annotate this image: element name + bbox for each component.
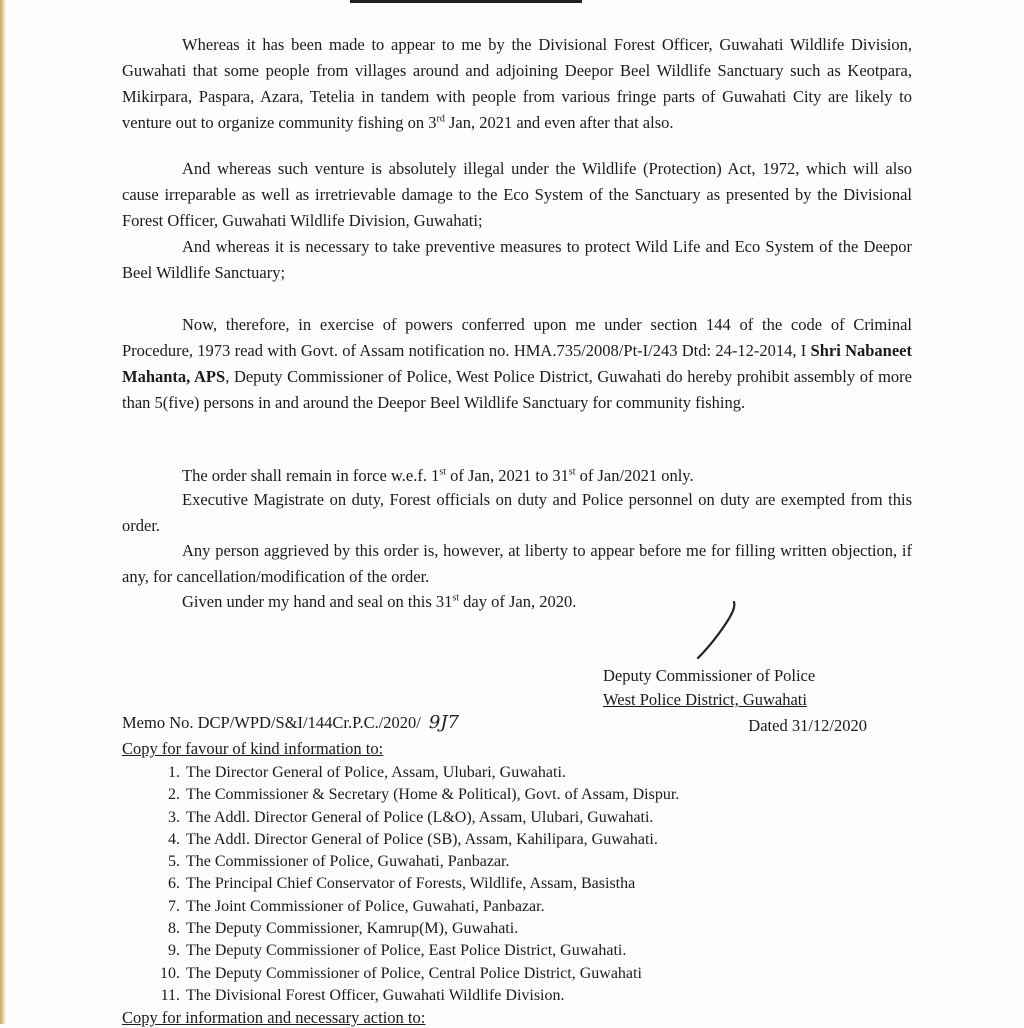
distribution-item — [140, 851, 679, 873]
signatory-office: West Police District, Guwahati — [603, 690, 807, 709]
distribution-item-text: The Principal Chief Conservator of Forests, Wildlife, Assam, Basistha — [186, 875, 636, 893]
paragraph-objection: Any person aggrieved by this order is, however, at liberty to appear before me for filling written objection, if any, for cancellation/modification of the order. — [122, 541, 912, 586]
distribution-item-text: The Director General of Police, Assam, Ulubari, Guwahati. — [186, 764, 566, 781]
distribution-item — [140, 896, 679, 918]
distribution-item-text: The Deputy Commissioner of Police, Central Police District, Guwahati — [186, 964, 642, 982]
distribution-item-number: 7. — [168, 897, 180, 915]
officer-name: Shri Nabaneet Mahanta, APS — [122, 341, 913, 386]
distribution-item — [140, 963, 679, 985]
paragraph-whereas-3: And whereas it is necessary to take preventive measures to protect Wild Life and Eco System of the Deepor Beel Wildlife Sanctuary; — [122, 237, 912, 282]
paragraph-in-force: The order shall remain in force w.e.f. 1st of Jan, 2021 to 31st of Jan/2021 only. — [182, 466, 694, 485]
paragraph-whereas-1: Whereas it has been made to appear to me by the Divisional Forest Officer, Guwahati Wildlife Division, Guwahati that some people from villages around and adjoining Deepor Beel Wildlife Sanctuary such as Keotpara, Mikirpara, Paspara, Azara, Tetelia in tandem with people from various fringe parts of Guwahati City are likely to venture out to organize community fishing on 3rd Jan, 2021 and even after that also. — [122, 35, 912, 132]
distribution-list — [140, 762, 679, 1007]
memo-date: Dated 31/12/2020 — [748, 716, 867, 735]
page-edge-shadow — [0, 0, 6, 1024]
distribution-item — [140, 784, 679, 806]
distribution-item — [140, 762, 679, 784]
distribution-item-text: The Joint Commissioner of Police, Guwahati, Panbazar. — [186, 897, 545, 915]
distribution-item-text: The Commissioner & Secretary (Home & Political), Govt. of Assam, Dispur. — [186, 786, 680, 804]
memo-line — [122, 712, 867, 733]
signature-block — [603, 664, 815, 712]
distribution-item-number: 6. — [168, 875, 180, 893]
distribution-item-number: 2. — [168, 786, 180, 804]
distribution-item-text: The Addl. Director General of Police (L&O), Assam, Ulubari, Guwahati. — [186, 808, 654, 826]
distribution-item-text: The Deputy Commissioner of Police, East Police District, Guwahati. — [186, 942, 627, 960]
distribution-item — [140, 940, 679, 962]
distribution-item — [140, 873, 679, 895]
distribution-item — [140, 985, 679, 1007]
distribution-item-number: 1. — [168, 764, 180, 781]
paragraph-order: Now, therefore, in exercise of powers conferred upon me under section 144 of the code of Criminal Procedure, 1973 read with Govt. of Assam notification no. HMA.735/2008/Pt-I/243 Dtd: 24-12-2014, I Shri Nabaneet Mahanta, APS, Deputy Commissioner of Police, West Police District, Guwahati do hereby prohibit assembly of more than 5(five) persons in and around the Deepor Beel Wildlife Sanctuary for community fishing. — [122, 315, 913, 412]
distribution-item-number: 3. — [168, 808, 180, 826]
distribution-item-number: 11. — [160, 986, 180, 1004]
signature-mark — [690, 598, 750, 662]
paragraph-given-under-hand: Given under my hand and seal on this 31st day of Jan, 2020. — [182, 592, 577, 611]
distribution-item-number: 10. — [160, 964, 180, 982]
paragraph-whereas-2: And whereas such venture is absolutely illegal under the Wildlife (Protection) Act, 1972, which will also cause irreparable as well as irretrievable damage to the Eco System of the Sanctuary as presented by the Divisional Forest Officer, Guwahati Wildlife Division, Guwahati; — [122, 159, 912, 230]
copy-heading-information: Copy for favour of kind information to: — [122, 739, 384, 758]
distribution-item-number: 9. — [168, 942, 180, 960]
distribution-item-text: The Addl. Director General of Police (SB), Assam, Kahilipara, Guwahati. — [186, 830, 658, 848]
paragraph-exemptions: Executive Magistrate on duty, Forest officials on duty and Police personnel on duty are exempted from this order. — [122, 490, 912, 535]
distribution-item-text: The Deputy Commissioner, Kamrup(M), Guwahati. — [186, 920, 519, 938]
copy-heading-action: Copy for information and necessary action to: — [122, 1008, 426, 1027]
distribution-item — [140, 829, 679, 851]
distribution-item-text: The Divisional Forest Officer, Guwahati Wildlife Division. — [186, 986, 565, 1004]
distribution-item-number: 4. — [168, 830, 180, 848]
distribution-item-number: 5. — [168, 853, 180, 871]
distribution-item — [140, 918, 679, 940]
header-underline — [350, 0, 582, 3]
handwritten-memo-number: 9J7 — [428, 712, 460, 733]
distribution-item — [140, 807, 679, 829]
signatory-title: Deputy Commissioner of Police — [603, 666, 816, 685]
distribution-item-number: 8. — [168, 920, 180, 938]
distribution-item-text: The Commissioner of Police, Guwahati, Panbazar. — [186, 853, 510, 871]
memo-number: Memo No. DCP/WPD/S&I/144Cr.P.C./2020/ — [122, 713, 421, 732]
